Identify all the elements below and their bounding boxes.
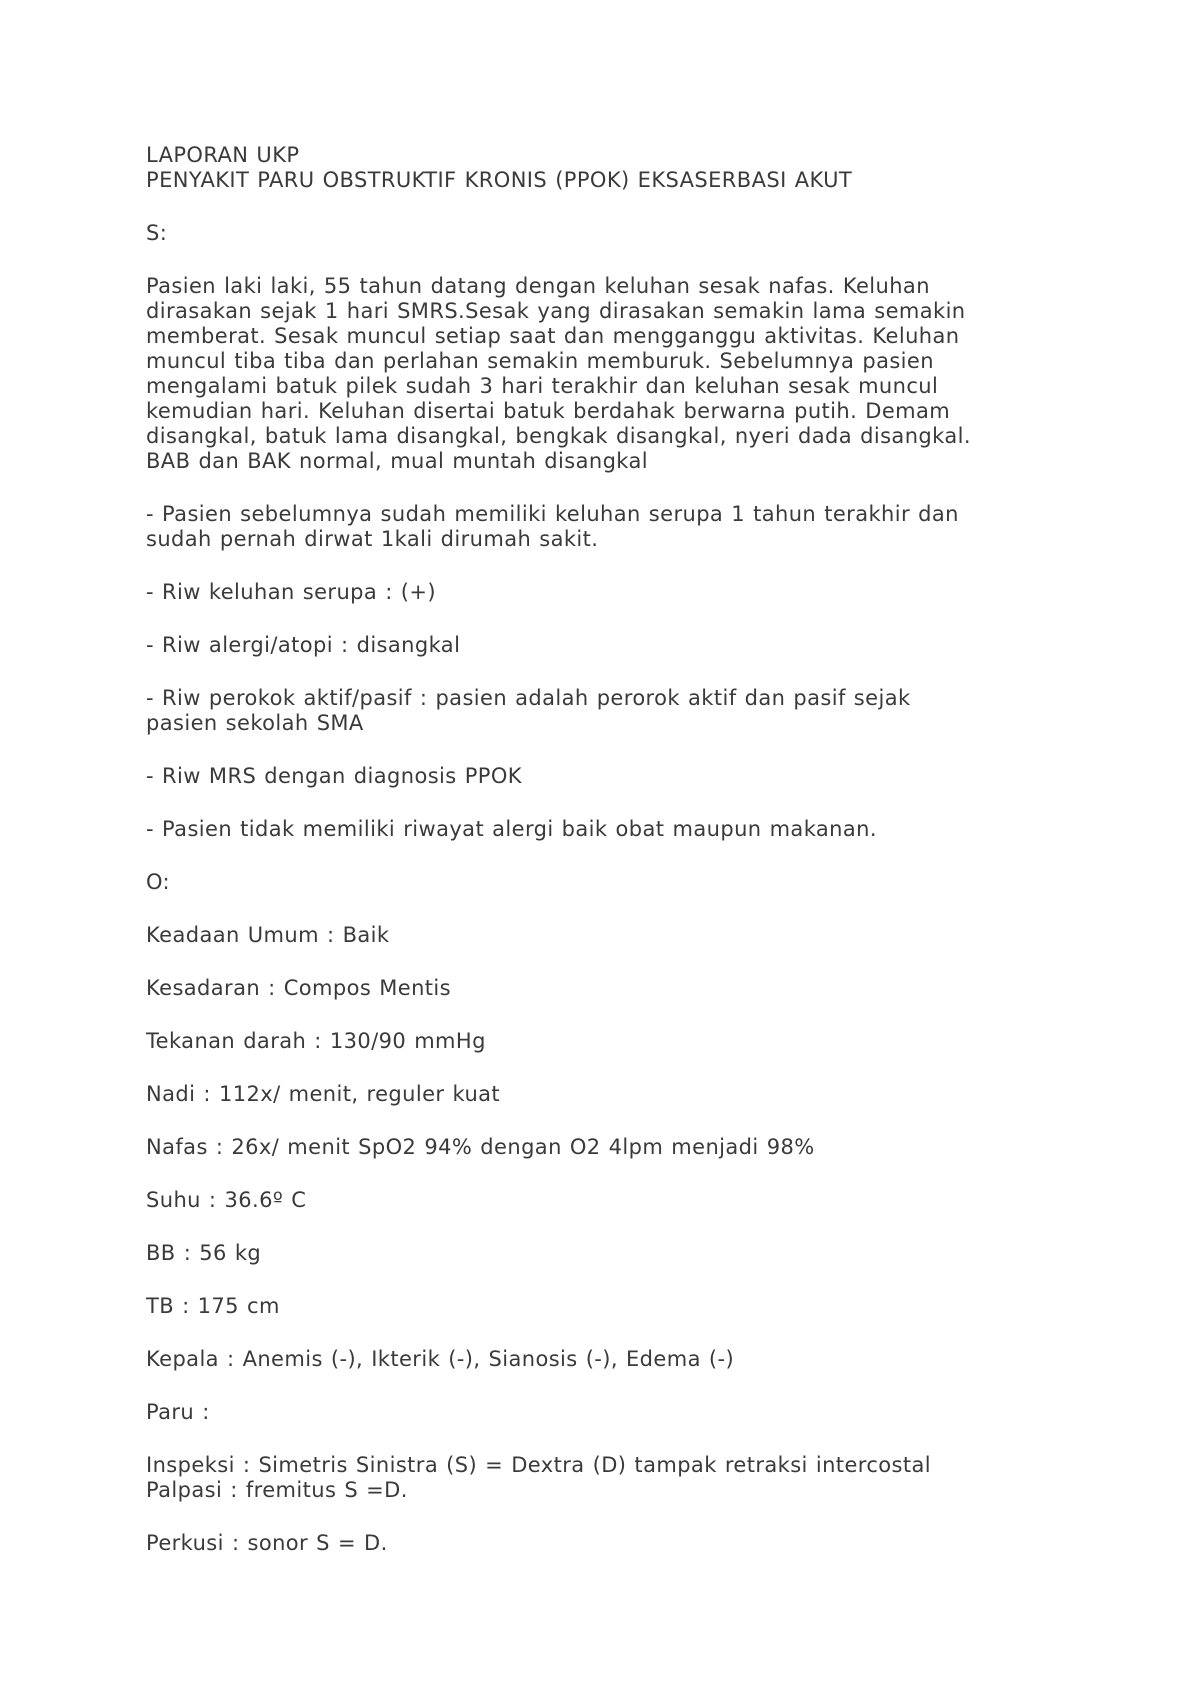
nadi: Nadi : 112x/ menit, reguler kuat xyxy=(146,1082,501,1106)
paragraph-line: muncul tiba tiba dan perlahan semakin memburuk. Sebelumnya pasien xyxy=(146,349,934,373)
document-body xyxy=(146,143,1066,1556)
paragraph-line: BAB dan BAK normal, mual muntah disangkal xyxy=(146,449,649,473)
paragraph-line: mengalami batuk pilek sudah 3 hari terakhir dan keluhan sesak muncul xyxy=(146,374,939,398)
paragraph-line: memberat. Sesak muncul setiap saat dan mengganggu aktivitas. Keluhan xyxy=(146,324,960,348)
riw-perokok-line: - Riw perokok aktif/pasif : pasien adalah perorok aktif dan pasif sejak xyxy=(146,686,911,710)
paragraph-line: Pasien laki laki, 55 tahun datang dengan keluhan sesak nafas. Keluhan xyxy=(146,274,930,298)
palpasi: Palpasi : fremitus S =D. xyxy=(146,1478,408,1502)
keadaan-umum: Keadaan Umum : Baik xyxy=(146,923,390,947)
tekanan-darah: Tekanan darah : 130/90 mmHg xyxy=(146,1029,486,1053)
perkusi: Perkusi : sonor S = D. xyxy=(146,1531,388,1555)
subjective-paragraph xyxy=(146,274,1066,474)
kepala: Kepala : Anemis (-), Ikterik (-), Sianosis (-), Edema (-) xyxy=(146,1347,735,1371)
subjective-heading: S: xyxy=(146,221,168,245)
paragraph-line: disangkal, batuk lama disangkal, bengkak disangkal, nyeri dada disangkal. xyxy=(146,424,971,448)
suhu: Suhu : 36.6º C xyxy=(146,1188,307,1212)
objective-heading: O: xyxy=(146,870,171,894)
riw-perokok-line: pasien sekolah SMA xyxy=(146,711,364,735)
paragraph-line: kemudian hari. Keluhan disertai batuk berdahak berwarna putih. Demam xyxy=(146,399,951,423)
report-title: LAPORAN UKP xyxy=(146,143,300,167)
riw-perokok xyxy=(146,686,1066,736)
riw-alergi-obat: - Pasien tidak memiliki riwayat alergi baik obat maupun makanan. xyxy=(146,817,877,841)
paragraph-line: dirasakan sejak 1 hari SMRS.Sesak yang dirasakan semakin lama semakin xyxy=(146,299,966,323)
history-previous xyxy=(146,502,1066,552)
inspeksi: Inspeksi : Simetris Sinistra (S) = Dextra (D) tampak retraksi intercostal xyxy=(146,1453,932,1477)
nafas: Nafas : 26x/ menit SpO2 94% dengan O2 4lpm menjadi 98% xyxy=(146,1135,815,1159)
riw-alergi: - Riw alergi/atopi : disangkal xyxy=(146,633,461,657)
paru: Paru : xyxy=(146,1400,210,1424)
riw-mrs: - Riw MRS dengan diagnosis PPOK xyxy=(146,764,522,788)
kesadaran: Kesadaran : Compos Mentis xyxy=(146,976,452,1000)
tinggi-badan: TB : 175 cm xyxy=(146,1294,280,1318)
history-line: sudah pernah dirwat 1kali dirumah sakit. xyxy=(146,527,599,551)
history-line: - Pasien sebelumnya sudah memiliki keluhan serupa 1 tahun terakhir dan xyxy=(146,502,959,526)
riw-keluhan: - Riw keluhan serupa : (+) xyxy=(146,580,436,604)
report-subtitle: PENYAKIT PARU OBSTRUKTIF KRONIS (PPOK) EKSASERBASI AKUT xyxy=(146,168,853,192)
berat-badan: BB : 56 kg xyxy=(146,1241,262,1265)
